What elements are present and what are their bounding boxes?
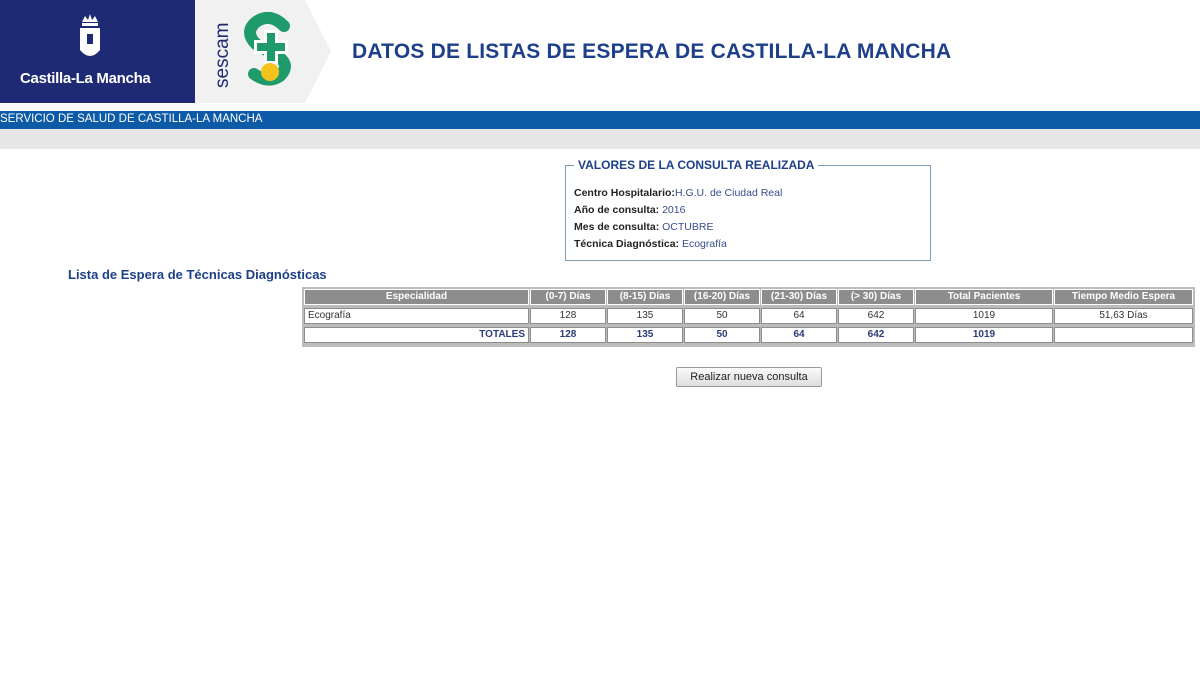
table-cell: 50 (684, 308, 760, 324)
table-cell: 642 (838, 308, 914, 324)
consulta-value: H.G.U. de Ciudad Real (674, 187, 783, 199)
grey-divider (0, 129, 1200, 149)
totals-cell: 128 (530, 327, 606, 343)
table-cell: Ecografía (304, 308, 529, 324)
consulta-row-tecnica (574, 238, 727, 250)
table-header: Tiempo Medio Espera (1054, 289, 1193, 305)
totals-cell: 1019 (915, 327, 1053, 343)
consulta-row-centro (574, 187, 782, 199)
waiting-list-table (302, 287, 1195, 347)
table-cell: 135 (607, 308, 683, 324)
table-cell: 64 (761, 308, 837, 324)
consulta-fieldset (565, 158, 931, 261)
table-header: Total Pacientes (915, 289, 1053, 305)
sescam-logo-arrow (305, 0, 331, 103)
consulta-value: Ecografía (681, 238, 727, 250)
table-header: (16-20) Días (684, 289, 760, 305)
totals-cell: 50 (684, 327, 760, 343)
consulta-value: 2016 (662, 204, 686, 216)
sescam-s-logo-icon[interactable] (240, 12, 300, 90)
table-header: (0-7) Días (530, 289, 606, 305)
region-logo-text: Castilla-La Mancha (20, 70, 151, 87)
consulta-legend: VALORES DE LA CONSULTA REALIZADA (574, 158, 818, 172)
totals-cell (1054, 327, 1193, 343)
section-title: Lista de Espera de Técnicas Diagnósticas (68, 267, 327, 282)
page-title: DATOS DE LISTAS DE ESPERA DE CASTILLA-LA MANCHA (352, 40, 952, 63)
consulta-label: Técnica Diagnóstica: (574, 238, 680, 250)
sescam-text: sescam (212, 22, 233, 88)
consulta-label: Centro Hospitalario: (574, 187, 675, 199)
table-cell: 128 (530, 308, 606, 324)
service-bar-text: SERVICIO DE SALUD DE CASTILLA-LA MANCHA (0, 113, 263, 125)
consulta-label: Mes de consulta: (574, 221, 660, 233)
table-cell: 1019 (915, 308, 1053, 324)
page-header (0, 0, 1200, 110)
castilla-la-mancha-logo[interactable] (0, 0, 205, 103)
consulta-row-mes (574, 221, 713, 233)
totals-cell: 135 (607, 327, 683, 343)
table-header: (> 30) Días (838, 289, 914, 305)
table-cell: 51,63 Días (1054, 308, 1193, 324)
totals-cell: 64 (761, 327, 837, 343)
consulta-row-anio (574, 204, 685, 216)
table-header: Especialidad (304, 289, 529, 305)
consulta-label: Año de consulta: (574, 204, 660, 216)
crest-icon (78, 12, 102, 64)
totals-label: TOTALES (304, 327, 529, 343)
table-header: (21-30) Días (761, 289, 837, 305)
service-bar (0, 111, 1200, 129)
table-header: (8-15) Días (607, 289, 683, 305)
new-query-button[interactable]: Realizar nueva consulta (676, 367, 822, 387)
sescam-wordmark (212, 20, 234, 90)
totals-cell: 642 (838, 327, 914, 343)
consulta-value: OCTUBRE (662, 221, 714, 233)
